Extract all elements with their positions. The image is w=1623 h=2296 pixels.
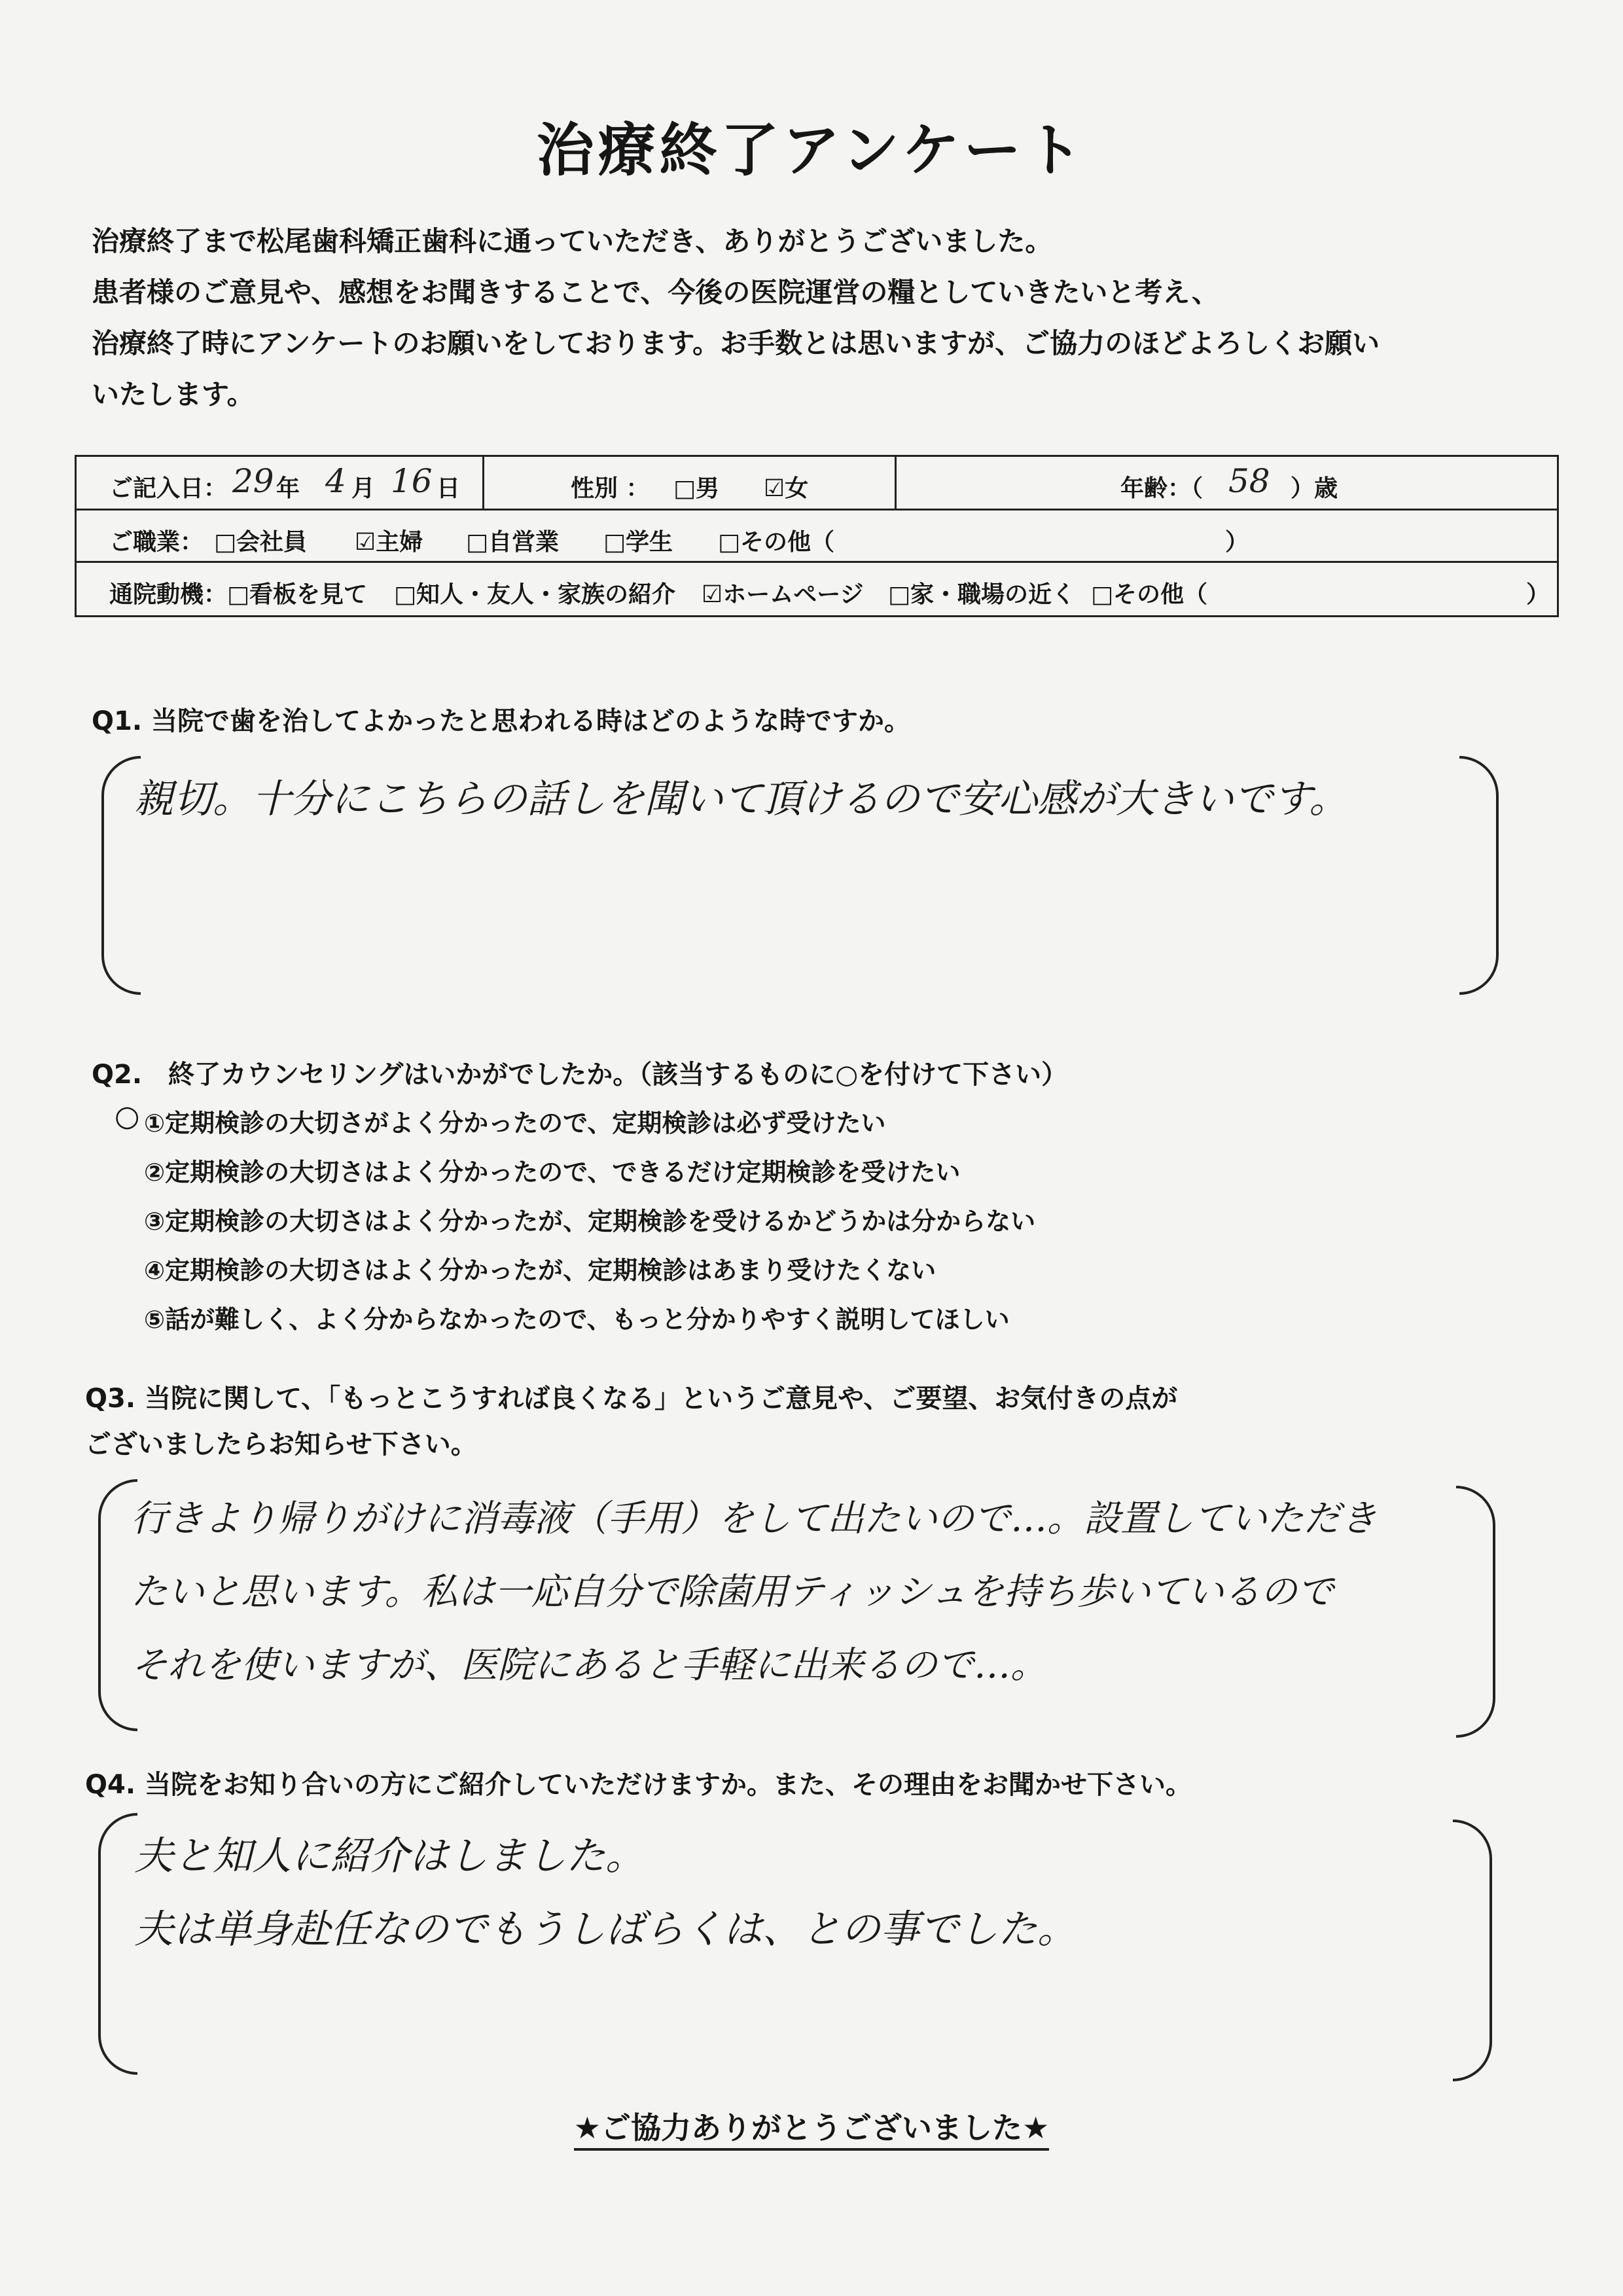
sex-label: 性別 ：: [571, 475, 650, 502]
month-unit: 月: [351, 475, 376, 502]
visit-option-near[interactable]: □家・職場の近く: [888, 581, 1076, 608]
intro-line: 治療終了まで松尾歯科矯正歯科に通っていただき、ありがとうございました。: [92, 225, 1053, 257]
q2-selected-mark: ○: [115, 1100, 140, 1133]
age-label: 年齢：（: [1120, 475, 1204, 502]
job-option-employee[interactable]: □会社員: [214, 529, 308, 556]
q2-option-2[interactable]: ②定期検診の大切さはよく分かったので、できるだけ定期検診を受けたい: [144, 1158, 961, 1187]
divider: [895, 457, 897, 509]
thanks-text: ★ご協力ありがとうございました★: [574, 2110, 1049, 2151]
job-option-selfemployed[interactable]: □自営業: [466, 529, 560, 556]
intro-line: 患者様のご意見や、感想をお聞きすることで、今後の医院運営の糧としていきたいと考え、: [92, 276, 1219, 308]
date-day-value[interactable]: 16: [391, 462, 433, 500]
visit-label: 通院動機：: [109, 581, 228, 608]
visit-other-close: ）: [1526, 581, 1550, 608]
q4-answer[interactable]: [134, 1820, 1077, 1966]
info-row-job: [77, 511, 1557, 563]
job-option-housewife[interactable]: ☑主婦: [355, 529, 423, 556]
q3-answer[interactable]: [131, 1482, 1377, 1702]
intro-line: いたします。: [92, 378, 255, 410]
q3-answer-line: 行きより帰りがけに消毒液（手用）をして出たいので…。設置していただき: [131, 1498, 1377, 1540]
q4-bracket-right: [1453, 1820, 1492, 2081]
intro-line: 治療終了時にアンケートのお願いをしております。お手数とは思いますが、ご協力のほどよろしくお願い: [92, 327, 1380, 359]
day-unit: 日: [437, 475, 461, 502]
date-label: ご記入日：: [109, 475, 228, 502]
divider: [482, 457, 484, 509]
q4-question: Q4. 当院をお知り合いの方にご紹介していただけますか。また、その理由をお聞かせ下さい。: [85, 1770, 1192, 1800]
info-row-date: [77, 457, 1557, 511]
q2-option-5[interactable]: ⑤話が難しく、よく分からなかったので、もっと分かりやすく説明してほしい: [144, 1305, 1010, 1334]
q3-answer-line: たいと思います。私は一応自分で除菌用ティッシュを持ち歩いているので: [131, 1571, 1334, 1613]
q1-question: Q1. 当院で歯を治してよかったと思われる時はどのような時ですか。: [92, 706, 910, 736]
q3-question-line2: ございましたらお知らせ下さい。: [85, 1429, 477, 1460]
q3-answer-line: それを使いますが、医院にあると手軽に出来るので…。: [131, 1644, 1047, 1687]
patient-info-table: [75, 455, 1559, 617]
q3-question-line1: Q3. 当院に関して、「もっとこうすれば良くなる」というご意見や、ご要望、お気付きの点が: [85, 1384, 1178, 1414]
q3-bracket-right: [1456, 1486, 1495, 1738]
page-title: 治療終了アンケート: [536, 117, 1087, 184]
job-other-close: ）: [1225, 529, 1249, 556]
visit-option-homepage[interactable]: ☑ホームページ: [702, 581, 864, 608]
q2-option-4[interactable]: ④定期検診の大切さはよく分かったが、定期検診はあまり受けたくない: [144, 1256, 936, 1285]
info-row-visit: [77, 563, 1557, 615]
thanks-footer: [0, 2104, 1623, 2147]
intro-text: [92, 216, 1380, 420]
age-suffix: ）歳: [1291, 475, 1338, 502]
q4-bracket-left: [98, 1813, 137, 2075]
visit-option-other[interactable]: □その他（: [1091, 581, 1208, 608]
age-value[interactable]: 58: [1228, 462, 1270, 500]
job-label: ご職業：: [109, 529, 204, 556]
sex-male-checkbox[interactable]: □男: [673, 475, 720, 502]
q2-option-1[interactable]: ①定期検診の大切さがよく分かったので、定期検診は必ず受けたい: [144, 1109, 886, 1138]
date-year-value[interactable]: 29: [232, 462, 274, 500]
sex-female-checkbox[interactable]: ☑女: [764, 475, 809, 502]
q2-option-3[interactable]: ③定期検診の大切さはよく分かったが、定期検診を受けるかどうかは分からない: [144, 1207, 1036, 1236]
job-option-student[interactable]: □学生: [603, 529, 673, 556]
q1-bracket-right: [1459, 756, 1499, 995]
visit-option-referral[interactable]: □知人・友人・家族の紹介: [394, 581, 676, 608]
job-option-other[interactable]: □その他（: [718, 529, 835, 556]
visit-option-sign[interactable]: □看板を見て: [227, 581, 368, 608]
q4-answer-line: 夫は単身赴任なのでもうしばらくは、との事でした。: [134, 1907, 1077, 1952]
q4-answer-line: 夫と知人に紹介はしました。: [134, 1833, 645, 1879]
q1-answer[interactable]: 親切。十分にこちらの話しを聞いて頂けるので安心感が大きいです。: [134, 776, 1349, 822]
date-month-value[interactable]: 4: [325, 462, 346, 500]
q2-question: Q2. 終了カウンセリングはいかがでしたか。（該当するものに○を付けて下さい）: [92, 1060, 1068, 1090]
year-unit: 年: [276, 475, 300, 502]
